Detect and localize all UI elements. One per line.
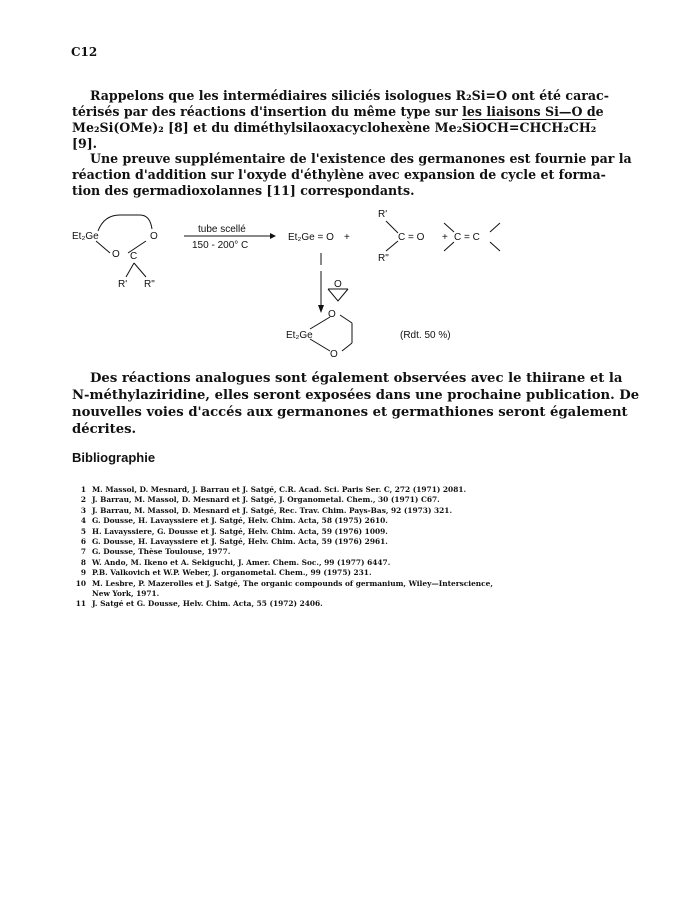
reference-number: 7 (80, 547, 86, 557)
reference-item (72, 547, 632, 557)
reactant-ge-label: Et₂Ge (72, 231, 99, 242)
reference-text: H. Lavayssiere, G. Dousse et J. Satgé, Helv. Chim. Acta, 59 (1976) 1009. (92, 526, 388, 536)
reference-text: G. Dousse, H. Lavayssiere et J. Satgé, Helv. Chim. Acta, 59 (1976) 2961. (92, 537, 388, 547)
para3-line-2: N-méthylaziridine, elles seront exposées dans une prochaine publication. De (72, 388, 640, 403)
para3-line-4: décrites. (72, 422, 137, 437)
reference-text: M. Massol, D. Mesnard, J. Barrau et J. Satgé, C.R. Acad. Sci. Paris Ser. C, 272 (1971) 2081. (92, 485, 467, 494)
reaction-arrowhead (270, 233, 276, 239)
reference-text: P.B. Valkovich et W.P. Weber, J. organometal. Chem., 99 (1975) 231. (92, 568, 372, 578)
reaction-scheme (70, 205, 610, 365)
para2-line-3: tion des germadioxolannes [11] correspondants. (72, 183, 415, 198)
reference-item (72, 537, 632, 547)
para1-line-3 (72, 120, 617, 136)
reference-item (72, 527, 632, 537)
reference-item (72, 579, 632, 600)
paragraph-analogous-reactions (72, 370, 640, 438)
reactant-ring (96, 215, 152, 277)
reference-number: 11 (75, 599, 86, 609)
para1-line-2: térisés par des réactions d'insertion du même type sur les liaisons Si—O de (72, 104, 604, 119)
product-o-top: O (328, 309, 336, 320)
reference-text: G. Dousse, H. Lavayssiere et J. Satgé, Helv. Chim. Acta, 58 (1975) 2610. (92, 516, 388, 526)
reference-number: 2 (80, 495, 86, 505)
plus-sign-1: + (344, 232, 350, 243)
ketone-r2: R" (378, 253, 389, 264)
reactant-o-top: O (150, 231, 158, 242)
ketone-label: C = O (398, 232, 425, 243)
page-number: C12 (71, 45, 98, 59)
ketone-bonds (386, 221, 398, 251)
reference-text: J. Satgé et G. Dousse, Helv. Chim. Acta, 55 (1972) 2406. (92, 599, 323, 609)
paragraph-germanone-evidence (72, 151, 632, 199)
reference-number: 10 (75, 578, 86, 588)
reference-text: M. Lesbre, P. Mazerolles et J. Satgé, The organic compounds of germanium, Wiley—Interscience, New York, 1971. (92, 578, 493, 599)
reference-number: 6 (80, 537, 86, 547)
reactant-c-label: C (130, 251, 138, 262)
reference-item (72, 568, 632, 578)
reactant-o-bottom: O (112, 249, 120, 260)
conditions-bottom: 150 - 200° C (192, 240, 249, 251)
reference-list (72, 485, 632, 610)
para3-line-1: Des réactions analogues sont également observées avec le thiirane et la (90, 371, 623, 386)
reference-text: J. Barrau, M. Massol, D. Mesnard et J. Satgé, Rec. Trav. Chim. Pays-Bas, 92 (1973) 321. (92, 505, 453, 515)
plus-sign-2: + (442, 232, 448, 243)
reference-item (72, 516, 632, 526)
reference-item (72, 599, 632, 609)
reference-text: W. Ando, M. Ikeno et A. Sekiguchi, J. Amer. Chem. Soc., 99 (1977) 6447. (92, 557, 391, 567)
reference-item (72, 495, 632, 505)
reference-item (72, 558, 632, 568)
reactant-r1-label: R' (118, 279, 128, 290)
dioxolane-ring (310, 315, 352, 351)
reference-number: 8 (80, 557, 86, 567)
reference-number: 3 (80, 505, 86, 515)
product-o-bottom: O (330, 349, 338, 360)
para3-line-3: nouvelles voies d'accés aux germanones et germathiones seront également (72, 405, 628, 420)
para2-line-2: réaction d'addition sur l'oxyde d'éthylène avec expansion de cycle et forma- (72, 167, 606, 182)
reference-number: 1 (80, 485, 86, 494)
para1-line-1: Rappelons que les intermédiaires siliciés isologues R₂Si=O ont été carac- (90, 88, 609, 103)
reference-text: G. Dousse, Thèse Toulouse, 1977. (92, 547, 231, 557)
reference-number: 4 (80, 516, 86, 526)
reference-item (72, 506, 632, 516)
reference-item (72, 485, 632, 495)
para2-line-1: Une preuve supplémentaire de l'existence des germanones est fournie par la (90, 151, 632, 166)
product-germanone: Et₂Ge = O (288, 232, 334, 243)
para1-line-3b-overlined: SiOCH=CHCH₂CH₂ (462, 120, 597, 135)
yield-label: (Rdt. 50 %) (400, 330, 451, 341)
epoxide-o: O (334, 279, 342, 290)
para1-line-4: [9]. (72, 136, 98, 151)
reference-number: 9 (80, 568, 86, 578)
product-ge-label: Et₂Ge (286, 330, 313, 341)
conditions-top: tube scellé (198, 224, 246, 235)
down-arrowhead (318, 305, 324, 313)
ketone-r1: R' (378, 209, 388, 220)
paragraph-silicon-intermediates (72, 88, 617, 152)
reference-text: J. Barrau, M. Massol, D. Mesnard et J. Satgé, J. Organometal. Chem., 30 (1971) C67. (92, 495, 440, 505)
reactant-r2-label: R" (144, 279, 155, 290)
para1-line-3a: Me₂Si(OMe)₂ [8] et du diméthylsilaoxacyclohexène Me₂ (72, 120, 463, 135)
epoxide-icon (328, 289, 348, 301)
reference-number: 5 (80, 526, 86, 536)
alkene-label: C = C (454, 232, 480, 243)
bibliography-heading: Bibliographie (72, 450, 156, 465)
